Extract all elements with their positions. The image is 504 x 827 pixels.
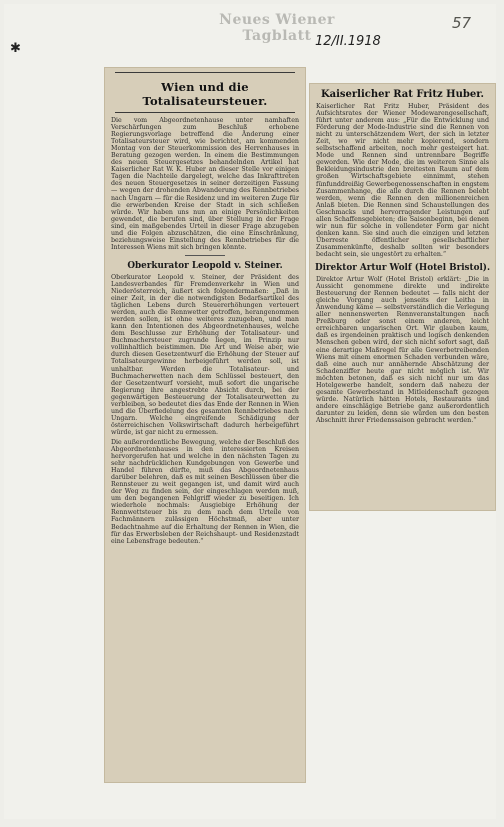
section-heading-steiner: Oberkurator Leopold v. Steiner. [127,260,283,271]
section-heading-huber: Kaiserlicher Rat Fritz Huber. [320,89,485,100]
headline-rule-top [115,72,295,73]
section-text-steiner: Oberkurator Leopold v. Steiner, der Präsident des Landesverbandes für Fremdenverkehr in Wien und Niederösterreich, äußert sich folgendermaßen: „Daß in einer Zeit, in der die notwendigsten Bedarfsartikel des täglichen Lebens durch Steuererhöhungen verteuert werden, auch die Rennwetter getroffen, herangenommen werden sollen, ist ohne weiteres zuzugeben, und man kann den Intentionen des Abgeordnetenhauses, welche dem Beschlusse zur Erhöhung der Totalisateur- und Buchmachersteuer zugrunde liegen, im Prinzip nur vollinhaltlich beistimmen. Die Art und Weise aber, wie durch diesen Gesetzentwurf die Erhöhung der Steuer auf Totalisateurgewinne herbeigeführt werden soll, ist unhaltbar. Werden die Totalisateur- und Buchmacherwetten nach dem Schlüssel besteuert, den der Gesetzentwurf vorsieht, muß sofort die ungarische Regierung ihre angestrebte Absicht durch, bei der gegenwärtigen Besteuerung der Totalisateurwetten zu verbleiben, so bedeutet dies das Ende der Rennen in Wien und die Überfiedelung des gesamten Rennbetriebes nach Ungarn. Welche eingreifende Schädigung der österreichischen Volkswirtschaft dadurch herbeigeführt würde, ist gar nicht zu ermessen. [111,273,299,436]
clipping-right [310,84,495,510]
section-text-huber: Kaiserlicher Rat Fritz Huber, Präsident des Aufsichtsrates der Wiener Modewarengesellschaft, führt unter anderem aus: „Für die Entwicklung und Förderung der Mode-Industrie sind die Rennen von nicht zu unterschätzendem Wert, der sich in letzter Zeit, wo wir nicht mehr kopierend, sondern selbstschaffend arbeiten, noch mehr gesteigert hat. Mode und Rennen sind untrennbare Begriffe geworden. Wie der Mode, die im weiteren Sinne als Bekleidungsindustrie den breitesten Raum auf dem großen Wirtschaftsgebiete einnimmt, stehen fünfunddreißig Gewerbegenossenschaften in engstem Zusammenhange, die alle durch die Rennen belebt werden, wenn die Rennen den millionenreichen Anlaß bieten. Die Rennen sind Schaustellungen des Geschmacks und hervorragender Leistungen auf allen Schaffensgebieten; die Saisonbeginn, bei denen wir nun für solche in vollendeter Form gar nicht denken kann. Sie sind auch die einzigen und letzten Überreste öffentlicher gesellschaftlicher Zusammenkünfte, deshalb sollten wir besonders bedacht sein, sie ungestört zu erhalten.“ [316,103,489,258]
newspaper-masthead: Neues Wiener Tagblatt [219,12,335,44]
section-divider [185,255,225,256]
article-intro-text: Die vom Abgeordnetenhause unter namhaften Verschärfungen zum Beschluß erhobene Regierungsvorlage betreffend die Änderung einer Totalisateursteuer wird, wie berichtet, am kommenden Montag von der Steuerkommission des Herrenhauses in Beratung gezogen werden. In einem die Bestimmungen des neuen Steuergesetzes behandelnden Artikel hat Kaiserlicher Rat W. K. Huber an dieser Stelle vor einigen Tagen die Nachteile dargelegt, welche das Inkrafttreten des neuen Steuergesetzes in seiner derzeitigen Fassung — wegen der drohenden Abwanderung des Rennbetriebes nach Ungarn — für die Residenz und im weiteren Zuge für die erwerbenden Kreise der Stadt in sich schließen würde. Wir haben uns nun an einige Persönlichkeiten gewendet, die berufen sind, über Stellung in der Frage sind, ein maßgebendes Urteil in dieser Frage abzugeben und die Folgen abzuschätzen, die eine Einschränkung, beziehungsweise Einstellung des Rennbetriebes für die Interessen Wiens mit sich bringen könnte. [111,117,299,251]
handwritten-date: 12/II.1918 [315,34,381,49]
article-headline: Wien und die Totalisateursteuer. [142,80,268,108]
archive-page-number: 57 [452,14,472,32]
punch-holes [10,41,21,56]
clipping-left [105,68,305,782]
section-heading-wolf: Direktor Artur Wolf (Hotel Bristol). [314,263,491,274]
section-text-steiner-cont: Die außerordentliche Bewegung, welche der Beschluß des Abgeordnetenhauses in den interessierten Kreisen hervorgerufen hat und welche in den nächsten Tagen zu sehr nachdrücklichen Kundgebungen von Gewerbe und Handel führen dürfte, muß das Abgeordnetenhaus darüber belehren, daß es mit seinen Beschlüssen über die Rennsteuer zu weit gegangen ist, und damit wird auch der Weg zu finden sein, der eingeschlagen werden muß, um den begangenen Fehlgriff wieder zu beseitigen. Ich wiederhole nochmals: Ausgiebige Erhöhung der Rennwettsteuer bis zu dem nach dem Urteile von Fachmännern zulässigen Höchstmaß, aber unter Bedachtnahme auf die Erhaltung der Rennen in Wien, die für das Erwerbsleben der Reichshaupt- und Residenzstadt eine Lebensfrage bedeuten.“ [111,438,299,545]
section-text-wolf: Direktor Artur Wolf (Hotel Bristol) erklärt: „Die in Aussicht genommene direkte und indirekte Besteuerung der Rennen bedeutet — falls nicht der gleiche Vorgang auch jenseits der Leitha in Anwendung käme — selbstverständlich die Verlegung aller nennenswerten Rennveranstaltungen nach Preßburg oder sonst einem anderen, leicht erreichbaren ungarischen Ort. Wir glauben kaum, daß es irgendeinen praktisch und logisch denkenden Menschen geben wird, der sich nicht sofort sagt, daß eine derartige Maßregel für alle Gewerbetreibenden Wiens mit einem enormen Schaden verbunden wäre, daß eine auch nur annähernde Abschätzung der Schadenziffer heute gar nicht möglich ist. Wir möchten betonen, daß es sich nicht nur um das Hotelgewerbe handelt, sondern daß nahezu der gesamte Gewerbestand in Mitleidenschaft gezogen würde. Natürlich hätten Hotels, Restaurants und andere einschlägige Betriebe ganz außerordentlich darunter zu leiden, denn sie würden um den besten Abschnitt ihrer Friedenssaison gebracht werden.“ [316,276,489,424]
headline-rule-bottom [115,112,295,113]
archive-sheet [4,4,496,819]
punch-hole-mark: ✱ [10,41,21,56]
